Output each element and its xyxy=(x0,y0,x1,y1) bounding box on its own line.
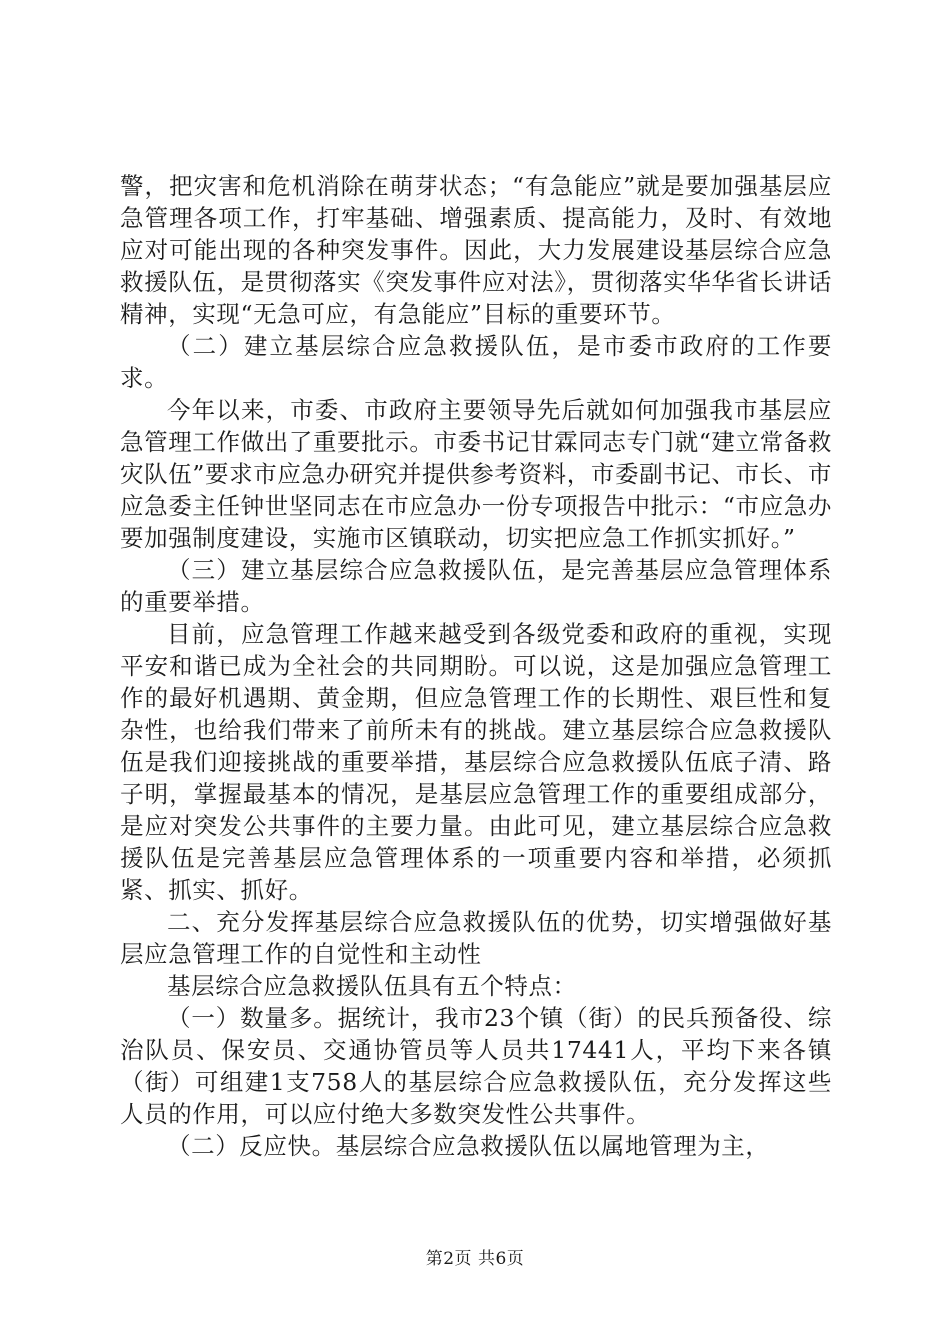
paragraph: （一）数量多。据统计，我市23个镇（街）的民兵预备役、综治队员、保安员、交通协管员等人员共17441人，平均下来各镇（街）可组建1支758人的基层综合应急救援队伍，充分发挥这些人员的作用，可以应付绝大多数突发性公共事件。 xyxy=(120,1004,832,1128)
paragraph: 警，把灾害和危机消除在萌芽状态；“有急能应”就是要加强基层应急管理各项工作，打牢基础、增强素质、提高能力，及时、有效地应对可能出现的各种突发事件。因此，大力发展建设基层综合应急救援队伍，是贯彻落实《突发事件应对法》，贯彻落实华华省长讲话精神，实现“无急可应，有急能应”目标的重要环节。 xyxy=(120,172,832,328)
document-body xyxy=(120,170,832,1162)
paragraph: （二）反应快。基层综合应急救援队伍以属地管理为主， xyxy=(167,1132,770,1160)
paragraph: 目前，应急管理工作越来越受到各级党委和政府的重视，实现平安和谐已成为全社会的共同期盼。可以说，这是加强应急管理工作的最好机遇期、黄金期，但应急管理工作的长期性、艰巨性和复杂性，也给我们带来了前所未有的挑战。建立基层综合应急救援队伍是我们迎接挑战的重要举措，基层综合应急救援队伍底子清、路子明，掌握最基本的情况，是基层应急管理工作的重要组成部分，是应对突发公共事件的主要力量。由此可见，建立基层综合应急救援队伍是完善基层应急管理体系的一项重要内容和举措，必须抓紧、抓实、抓好。 xyxy=(120,620,832,904)
chapter-heading: 二、充分发挥基层综合应急救援队伍的优势，切实增强做好基层应急管理工作的自觉性和主动性 xyxy=(120,908,832,968)
paragraph: 基层综合应急救援队伍具有五个特点： xyxy=(167,972,577,1000)
section-heading: （三）建立基层综合应急救援队伍，是完善基层应急管理体系的重要举措。 xyxy=(120,556,832,616)
section-heading: （二）建立基层综合应急救援队伍，是市委市政府的工作要求。 xyxy=(120,332,832,392)
page-number: 第2页 共6页 xyxy=(425,1249,525,1269)
page-footer xyxy=(0,1244,950,1269)
paragraph: 今年以来，市委、市政府主要领导先后就如何加强我市基层应急管理工作做出了重要批示。市委书记甘霖同志专门就“建立常备救灾队伍”要求市应急办研究并提供参考资料，市委副书记、市长、市应急委主任钟世坚同志在市应急办一份专项报告中批示：“市应急办要加强制度建设，实施市区镇联动，切实把应急工作抓实抓好。” xyxy=(120,396,832,552)
